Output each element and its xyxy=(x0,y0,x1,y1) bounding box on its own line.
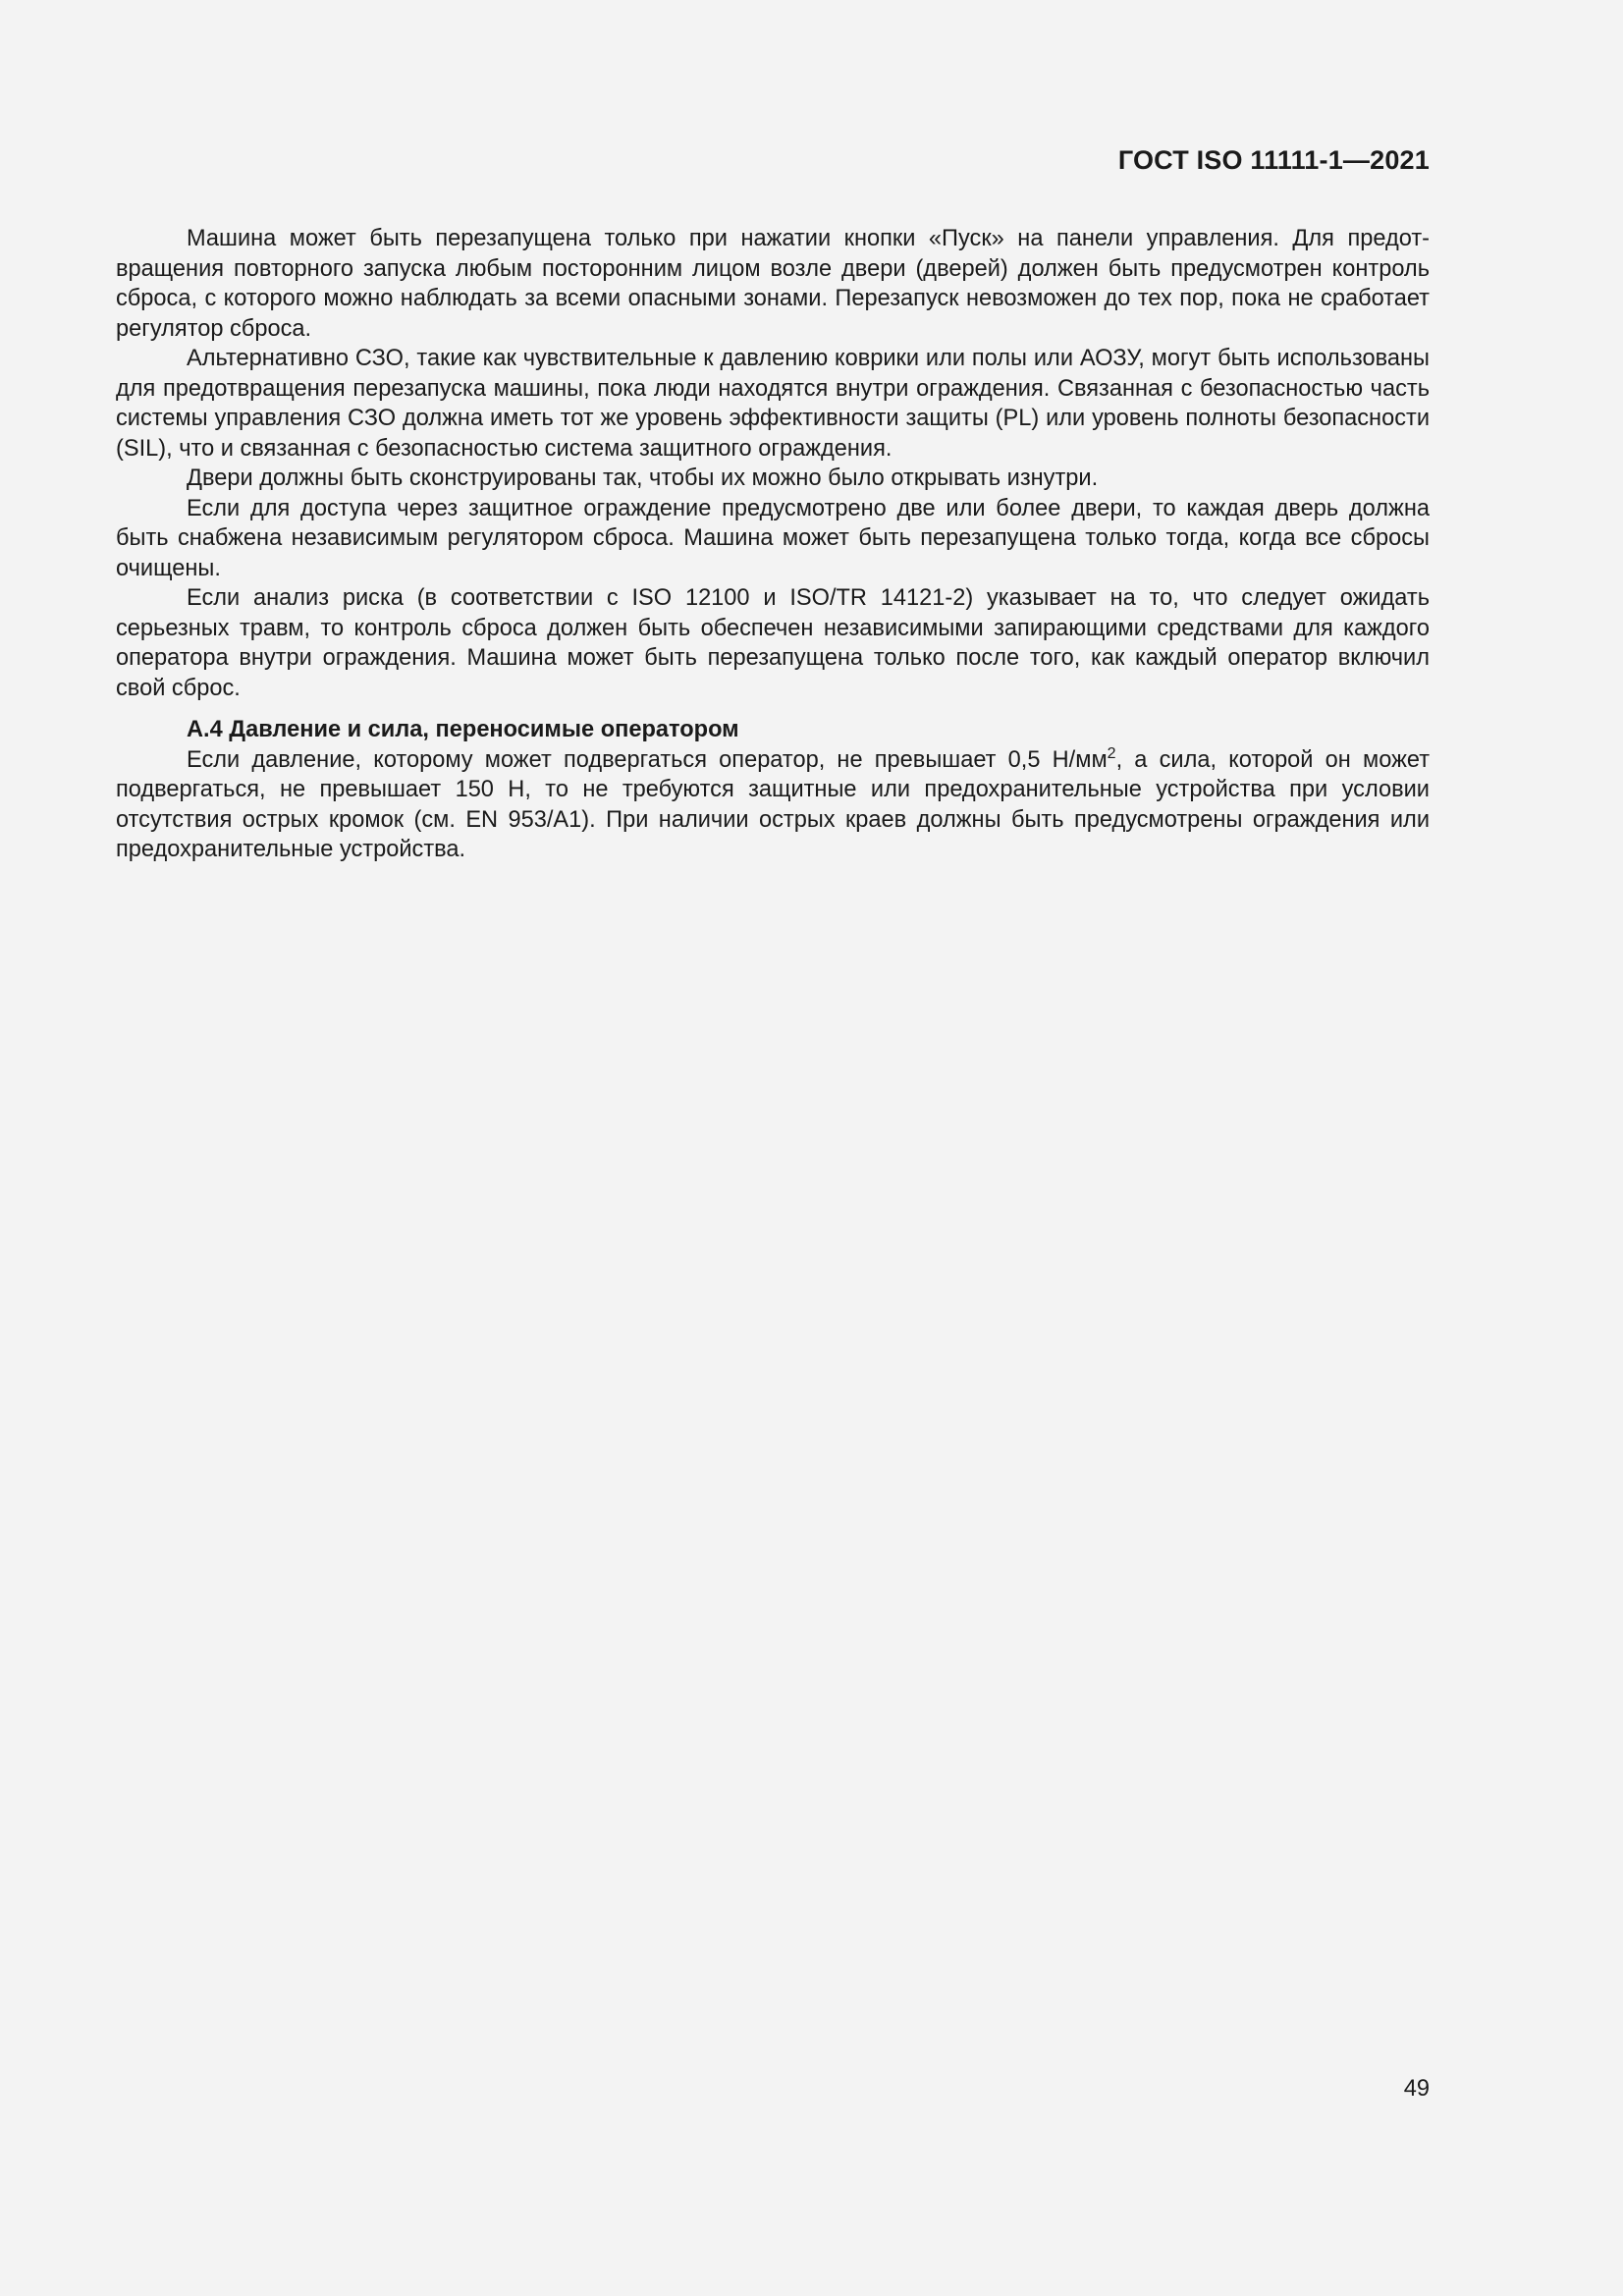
superscript-two: 2 xyxy=(1107,744,1116,762)
pressure-text-end: , а сила, которой он может подвергаться, не превышает 150 Н, то не требуются защитные или предохранительные устройства при условии отсутствия острых кромок (см. EN 953/A1). При наличии острых краев должны быть предусмотрены ограждения или предохранительные устройства. xyxy=(116,746,1431,862)
paragraph-alternative-protective-devices: Альтернативно СЗО, такие как чувствительные к давлению коврики или полы или АОЗУ, могут быть использованы для предотвращения перезапуска машины, пока люди находятся внутри ограждения. Связанная с безопасностью часть системы управления СЗО должна иметь тот же уровень эффективности защиты (PL) или уровень полноты безопасности (SIL), что и связанная с безопасностью система защитного ограждения. xyxy=(116,346,1430,462)
paragraph-pressure-force xyxy=(116,745,1430,865)
paragraph-risk-analysis: Если анализ риска (в соответствии с ISO 12100 и ISO/TR 14121-2) указывает на то, что следует ожидать серьезных травм, то контроль сброса должен быть обеспечен независимыми запирающими средствами для каждого оператора внутри ограждения. Машина может быть перезапущена только после того, как каждый оператор включил свой сброс. xyxy=(116,585,1430,701)
paragraph-multiple-doors: Если для доступа через защитное ограждение предусмотрено две или более двери, то каждая дверь должна быть снабжена независимым регулятором сброса. Машина может быть перезапущена только тогда, когда все сбросы очищены. xyxy=(116,495,1430,581)
document-body xyxy=(116,224,1430,865)
paragraph-restart-start-button: Машина может быть перезапущена только при нажатии кнопки «Пуск» на панели управления. Для предотвращения повторного запуска любым посторонним лицом возле двери (дверей) должен быть предусмотрен контроль сброса, с которого можно наблюдать за всеми опасными зонами. Перезапуск невозможен до тех пор, пока не сработает регулятор сброса. xyxy=(116,226,1430,342)
document-header: ГОСТ ISO 11111-1—2021 xyxy=(1117,145,1430,175)
pressure-text-start: Если давление, которому может подвергаться оператор, не превышает 0,5 Н/мм xyxy=(187,746,1108,773)
page-number: 49 xyxy=(1403,2076,1430,2102)
paragraph-doors-open-inside: Двери должны быть сконструированы так, чтобы их можно было открывать изнутри. xyxy=(187,465,1099,491)
section-heading-a4: А.4 Давление и сила, переносимые оператором xyxy=(187,717,739,742)
